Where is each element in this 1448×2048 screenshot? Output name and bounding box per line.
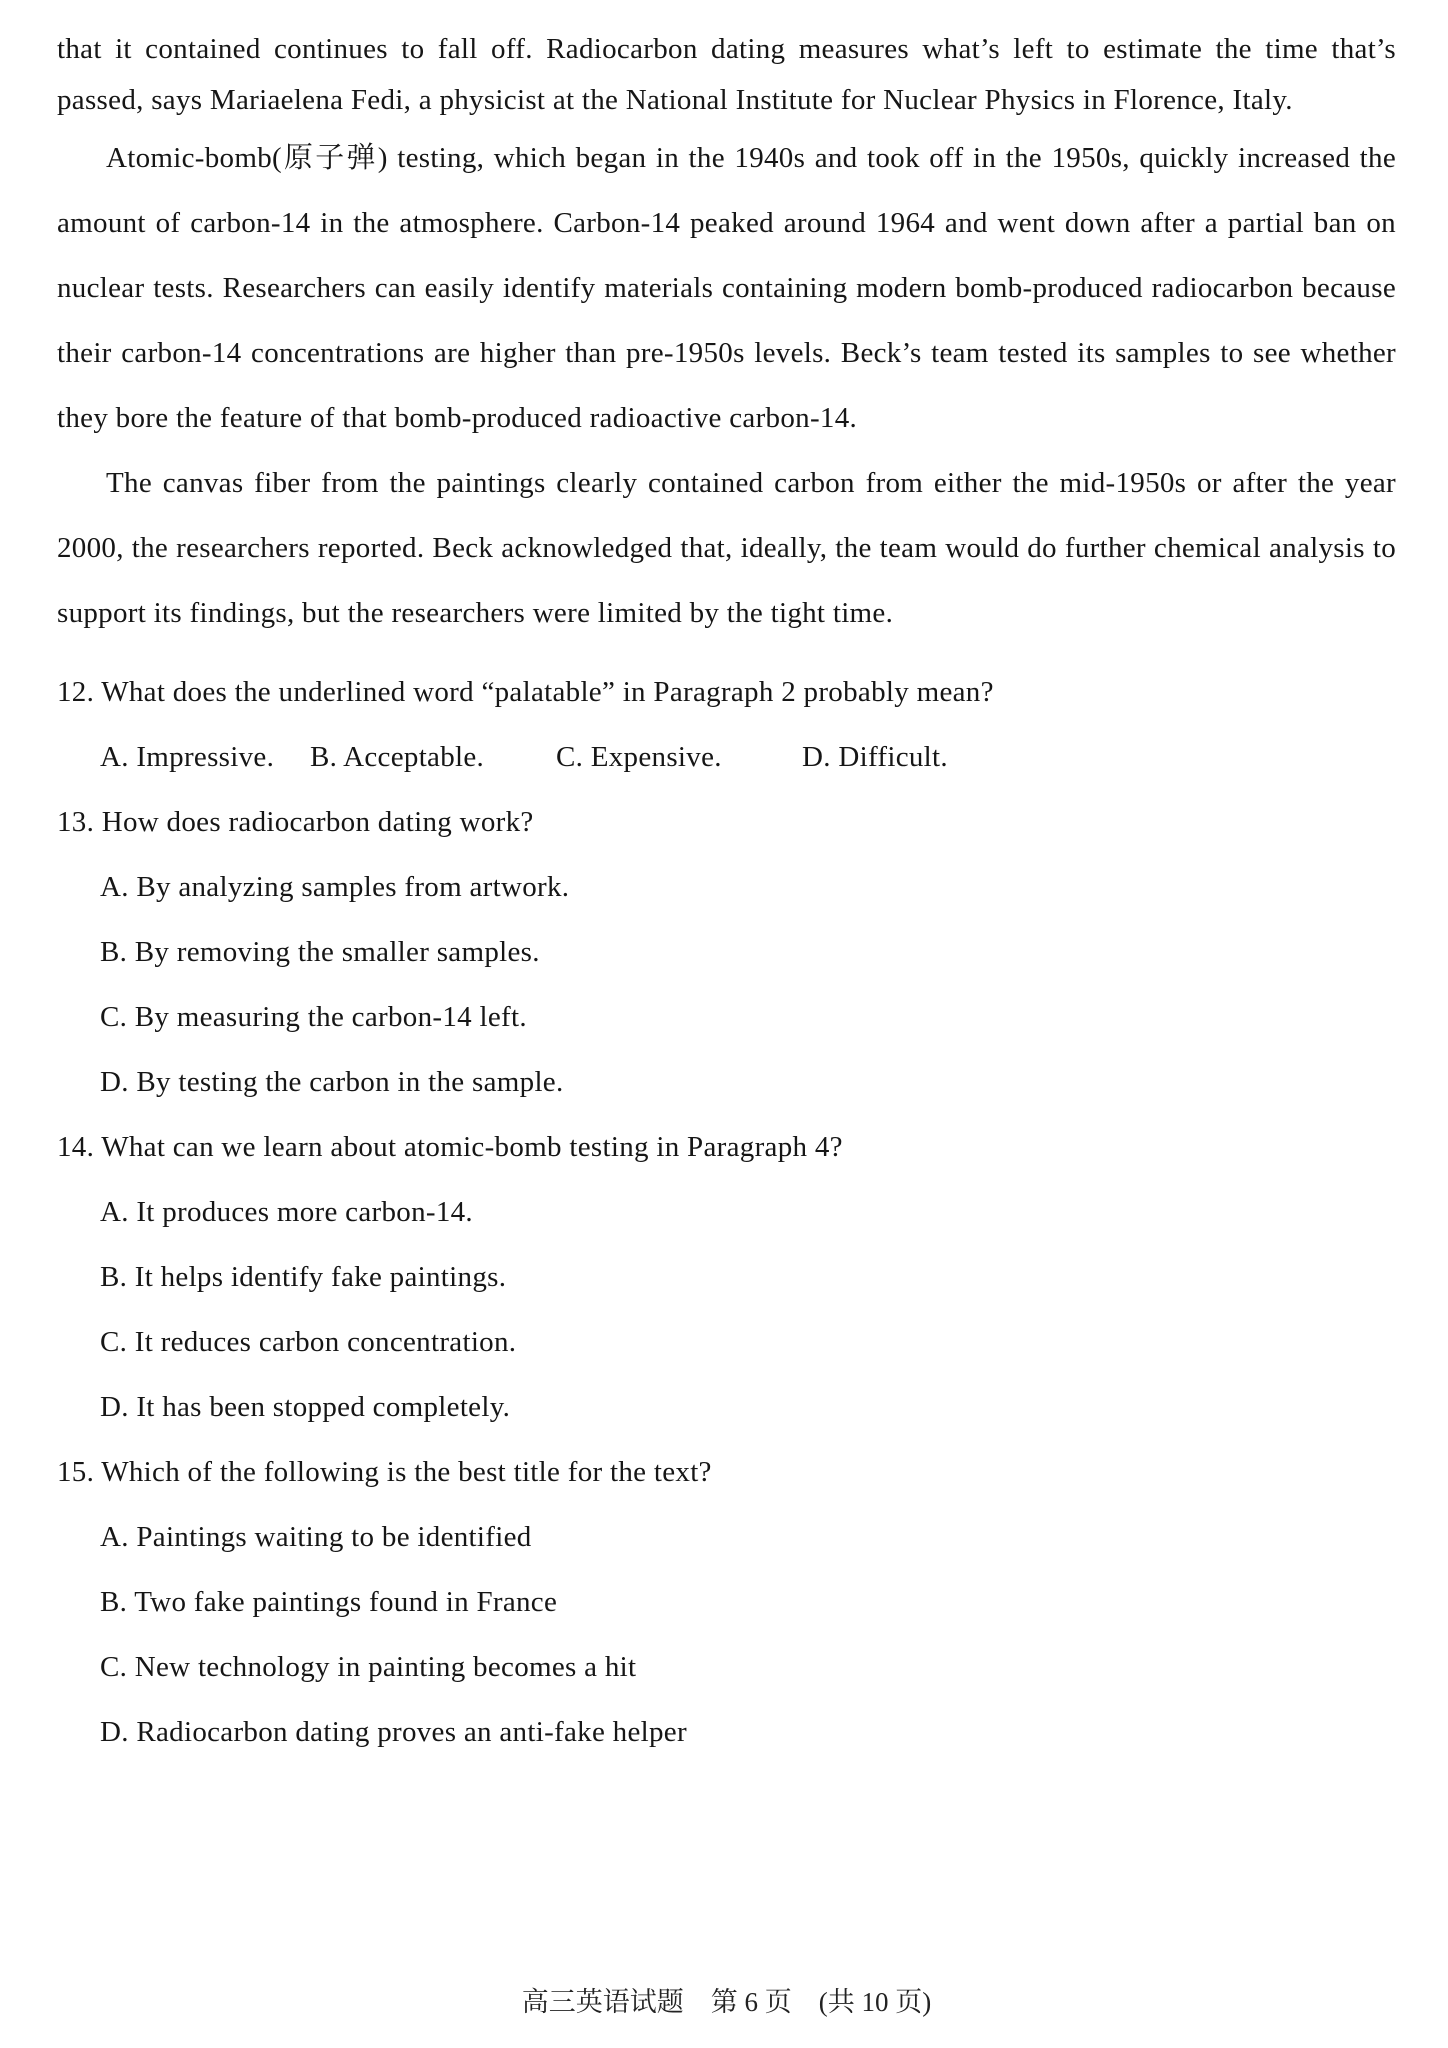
option-14-d: D. It has been stopped completely. <box>100 1391 511 1423</box>
question-13 <box>57 790 1396 1115</box>
question-text: What does the underlined word “palatable” in Paragraph 2 probably mean? <box>101 676 994 708</box>
option-13-c: C. By measuring the carbon-14 left. <box>100 1001 527 1033</box>
question-14-stem <box>57 1115 1396 1180</box>
question-12-stem <box>57 660 1396 725</box>
option-15-a: A. Paintings waiting to be identified <box>100 1521 532 1553</box>
option-15-d: D. Radiocarbon dating proves an anti-fake helper <box>100 1716 687 1748</box>
question-text: What can we learn about atomic-bomb testing in Paragraph 4? <box>101 1131 843 1163</box>
option-13-d: D. By testing the carbon in the sample. <box>100 1066 564 1098</box>
option-12-c: C. Expensive. <box>556 741 722 773</box>
question-number: 15. <box>57 1456 95 1488</box>
passage-paragraph-canvas-fiber: The canvas fiber from the paintings clearly contained carbon from either the mid-1950s or after the year 2000, the researchers reported. Beck acknowledged that, ideally, the team would do further chemical analysis to support its findings, but the researchers were limited by the tight time. <box>57 467 1396 629</box>
option-15-c: C. New technology in painting becomes a hit <box>100 1651 637 1683</box>
question-number: 13. <box>57 806 95 838</box>
question-number: 14. <box>57 1131 95 1163</box>
question-13-stem <box>57 790 1396 855</box>
questions-section <box>57 660 1396 1765</box>
option-15-b: B. Two fake paintings found in France <box>100 1586 558 1618</box>
passage-paragraph-atomic-bomb: Atomic-bomb(原子弹) testing, which began in the 1940s and took off in the 1950s, quickly increased the amount of carbon-14 in the atmosphere. Carbon-14 peaked around 1964 and went down after a partial ban on nuclear tests. Researchers can easily identify materials containing modern bomb-produced radiocarbon because their carbon-14 concentrations are higher than pre-1950s levels. Beck’s team tested its samples to see whether they bore the feature of that bomb-produced radioactive carbon-14. <box>57 142 1396 434</box>
question-number: 12. <box>57 676 95 708</box>
option-14-c: C. It reduces carbon concentration. <box>100 1326 517 1358</box>
passage-paragraph-continuation: that it contained continues to fall off. Radiocarbon dating measures what’s left to estimate the time that’s passed, says Mariaelena Fedi, a physicist at the National Institute for Nuclear Physics in Florence, Italy. <box>57 33 1396 116</box>
option-12-a: A. Impressive. <box>100 741 275 773</box>
reading-passage <box>57 24 1396 646</box>
question-12-options <box>57 725 1396 790</box>
option-12-b: B. Acceptable. <box>310 741 485 773</box>
question-text: Which of the following is the best title for the text? <box>101 1456 712 1488</box>
option-14-a: A. It produces more carbon-14. <box>100 1196 473 1228</box>
question-12 <box>57 660 1396 790</box>
option-12-d: D. Difficult. <box>802 741 948 773</box>
option-14-b: B. It helps identify fake paintings. <box>100 1261 507 1293</box>
page-footer <box>57 1982 1396 2022</box>
question-14 <box>57 1115 1396 1440</box>
option-13-b: B. By removing the smaller samples. <box>100 936 540 968</box>
question-15 <box>57 1440 1396 1765</box>
option-13-a: A. By analyzing samples from artwork. <box>100 871 570 903</box>
question-15-stem <box>57 1440 1396 1505</box>
question-text: How does radiocarbon dating work? <box>101 806 534 838</box>
page-footer-text: 高三英语试题 第 6 页 (共 10 页) <box>521 1987 932 2017</box>
